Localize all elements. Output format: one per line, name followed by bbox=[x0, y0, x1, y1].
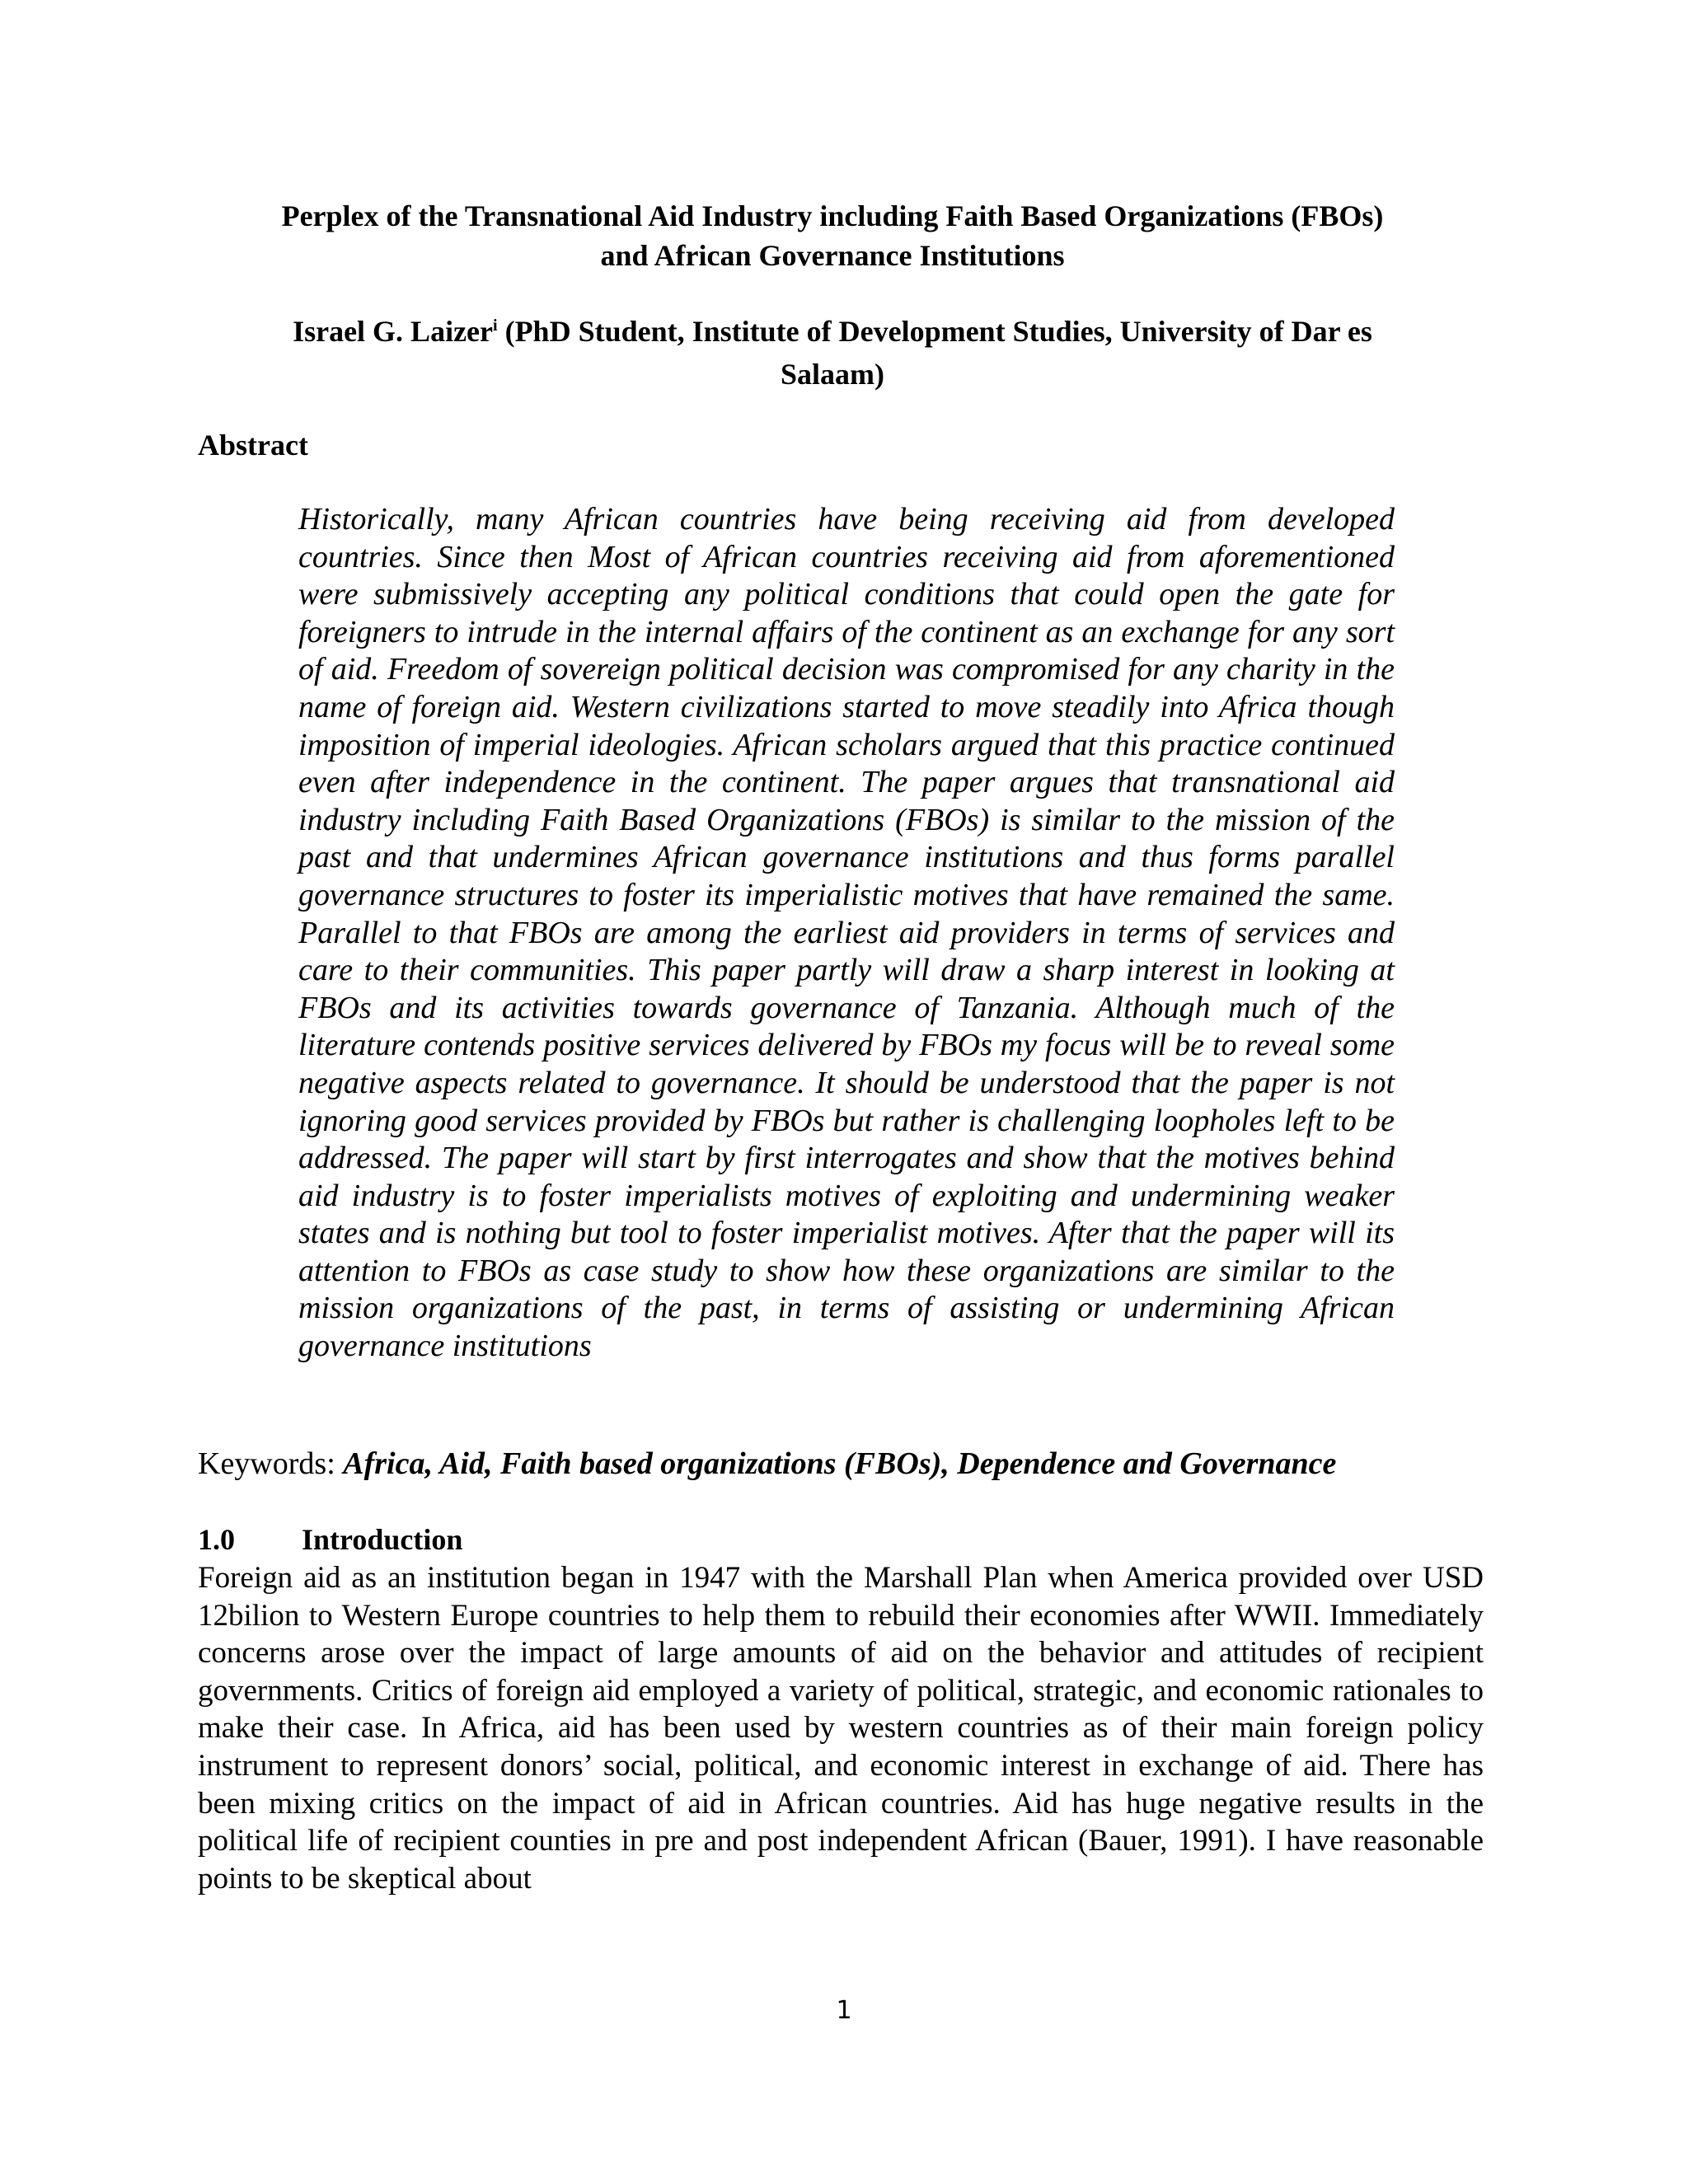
author-affiliation: (PhD Student, Institute of Development Studies, University of Dar es bbox=[497, 315, 1372, 348]
section-number: 1.0 bbox=[198, 1523, 235, 1556]
author-footnote-marker[interactable]: i bbox=[493, 316, 498, 335]
keywords-label: Keywords: bbox=[198, 1446, 344, 1481]
keywords-line bbox=[198, 1444, 1336, 1483]
author-block bbox=[198, 310, 1467, 396]
author-name: Israel G. Laizer bbox=[293, 315, 494, 348]
author-line-1 bbox=[198, 310, 1467, 353]
keywords-values: Africa, Aid, Faith based organizations (FBOs), Dependence and Governance bbox=[343, 1446, 1337, 1481]
paper-title-line-1: Perplex of the Transnational Aid Industry including Faith Based Organizations (FBOs) bbox=[281, 199, 1384, 232]
paper-title-line-2: and African Governance Institutions bbox=[600, 239, 1065, 272]
section-title: Introduction bbox=[302, 1523, 463, 1556]
paper-title bbox=[198, 196, 1467, 275]
section-heading-introduction bbox=[198, 1520, 462, 1559]
abstract-body: Historically, many African countries have being receiving aid from developed countries. Since then Most of African countries receiving aid from aforementioned were submissively accepting any political conditions that could open the gate for foreigners to intrude in the internal affairs of the continent as an exchange for any sort of aid. Freedom of sovereign political decision was compromised for any charity in the name of foreign aid. Western civilizations started to move steadily into Africa though imposition of imperial ideologies. African scholars argued that this practice continued even after independence in the continent. The paper argues that transnational aid industry including Faith Based Organizations (FBOs) is similar to the mission of the past and that undermines African governance institutions and thus forms parallel governance structures to foster its imperialistic motives that have remained the same. Parallel to that FBOs are among the earliest aid providers in terms of services and care to their communities. This paper partly will draw a sharp interest in looking at FBOs and its activities towards governance of Tanzania. Although much of the literature contends positive services delivered by FBOs my focus will be to reveal some negative aspects related to governance. It should be understood that the paper is not ignoring good services provided by FBOs but rather is challenging loopholes left to be addressed. The paper will start by first interrogates and show that the motives behind aid industry is to foster imperialists motives of exploiting and undermining weaker states and is nothing but tool to foster imperialist motives. After that the paper will its attention to FBOs as case study to show how these organizations are similar to the mission organizations of the past, in terms of assisting or undermining African governance institutions bbox=[298, 502, 1395, 1364]
page-number: 1 bbox=[836, 1996, 852, 2025]
abstract-heading: Abstract bbox=[198, 429, 308, 462]
introduction-body: Foreign aid as an institution began in 1947 with the Marshall Plan when America provided over USD 12bilion to Western Europe countries to help them to rebuild their economies after WWII. Immediately concerns arose over the impact of large amounts of aid on the behavior and attitudes of recipient governments. Critics of foreign aid employed a variety of political, strategic, and economic rationales to make their case. In Africa, aid has been used by western countries as of their main foreign policy instrument to represent donors’ social, political, and economic interest in exchange of aid. There has been mixing critics on the impact of aid in African countries. Aid has huge negative results in the political life of recipient counties in pre and post independent African (Bauer, 1991). I have reasonable points to be skeptical about bbox=[198, 1561, 1484, 1896]
author-line-2: Salaam) bbox=[781, 358, 884, 391]
